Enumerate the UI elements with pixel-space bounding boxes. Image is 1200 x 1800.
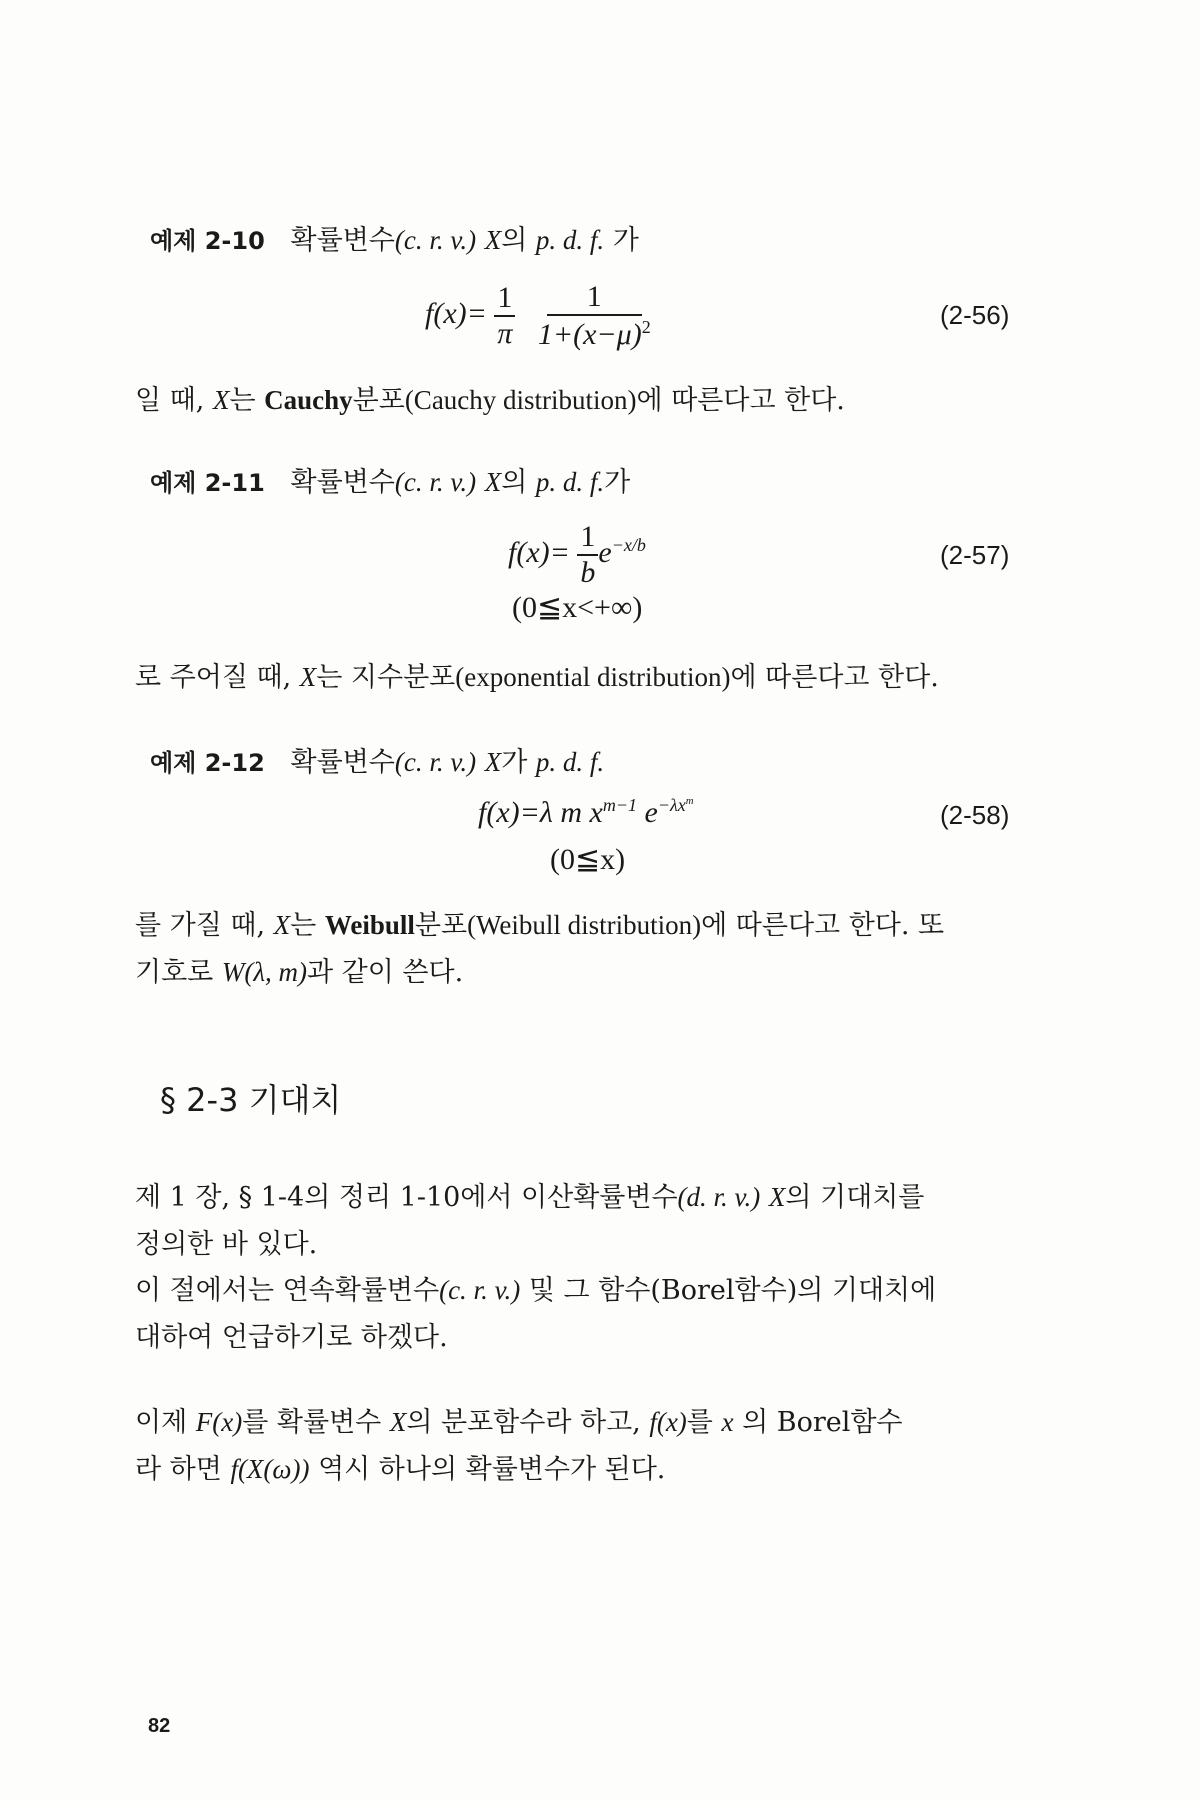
text: 확률변수 xyxy=(290,747,395,778)
variable: X xyxy=(484,467,502,497)
notation: W(λ, m) xyxy=(221,957,308,987)
paragraph-1-line-1 xyxy=(135,1175,924,1214)
notation: f(x) xyxy=(649,1407,687,1437)
example-2-11-tail xyxy=(135,655,939,694)
bold-term: Weibull xyxy=(324,910,415,940)
text: 는 xyxy=(229,385,256,416)
exponent: −x/b xyxy=(611,534,646,555)
variable: X xyxy=(273,910,291,940)
example-2-12-tail-line2 xyxy=(135,950,463,989)
equation-2-56 xyxy=(425,282,651,350)
abbrev: p. d. f. xyxy=(535,747,605,777)
eq-lhs: f(x)= xyxy=(425,296,487,330)
domain-condition: (0≦x) xyxy=(550,843,626,876)
text: 의 기대치를 xyxy=(785,1182,925,1213)
example-label: 예제 2-10 xyxy=(150,227,265,255)
text: 의 xyxy=(501,225,528,256)
example-2-10-heading xyxy=(150,218,639,257)
text: 분포 xyxy=(414,910,468,941)
equation-2-58 xyxy=(478,795,694,830)
text: 의 분포함수라 하고, xyxy=(406,1407,641,1438)
paragraph-1-line-2: 정의한 바 있다. xyxy=(135,1229,318,1260)
text: 과 같이 쓴다. xyxy=(307,957,464,988)
abbrev: p. d. f. xyxy=(535,467,605,497)
text: 확률변수 xyxy=(290,225,395,256)
fraction xyxy=(538,282,651,350)
numerator: 1 xyxy=(547,282,642,316)
example-2-12-tail-line1 xyxy=(135,903,944,942)
variable: X xyxy=(768,1182,786,1212)
numerator: 1 xyxy=(494,283,515,317)
abbrev: (c. r. v.) xyxy=(394,467,477,497)
text: 의 Borel함수 xyxy=(742,1407,903,1438)
text: 는 xyxy=(290,910,317,941)
text: 에 따른다고 한다. xyxy=(636,385,845,416)
text: 에 따른다고 한다. 또 xyxy=(701,910,945,941)
notation: F(x) xyxy=(195,1407,243,1437)
text: 에 따른다고 한다. xyxy=(730,662,939,693)
text: 는 지수분포 xyxy=(316,662,456,693)
eq-lhs: f(x)=λ m x xyxy=(478,796,603,829)
english-term: (exponential distribution) xyxy=(455,662,731,692)
equation-2-57 xyxy=(508,522,646,588)
text: 를 xyxy=(686,1407,713,1438)
example-2-10-tail xyxy=(135,378,845,417)
text: 의 xyxy=(501,467,528,498)
text: 가 xyxy=(604,467,631,498)
equation-number: (2-56) xyxy=(940,300,1010,330)
denominator: b xyxy=(580,556,596,589)
fraction xyxy=(494,283,515,349)
text: 및 그 함수(Borel함수)의 기대치에 xyxy=(528,1275,937,1306)
den-text: 1+(x−μ) xyxy=(537,318,642,351)
english-term: (Cauchy distribution) xyxy=(404,385,637,415)
variable: X xyxy=(212,385,230,415)
example-2-12-heading xyxy=(150,740,604,779)
section-heading: § 2-3 기대치 xyxy=(160,1081,342,1119)
example-label: 예제 2-12 xyxy=(150,749,265,777)
bold-term: Cauchy xyxy=(264,385,353,415)
text: 이제 xyxy=(135,1407,188,1438)
variable: x xyxy=(721,1407,734,1437)
notation: f(X(ω)) xyxy=(230,1454,310,1484)
paragraph-2-line-2 xyxy=(135,1447,665,1486)
paragraph-1-line-4: 대하여 언급하기로 하겠다. xyxy=(135,1322,448,1353)
exponent-text: −λx xyxy=(657,795,686,815)
exp-base: e xyxy=(598,535,612,569)
text: 기호로 xyxy=(135,957,214,988)
paragraph-2-line-1 xyxy=(135,1400,903,1439)
variable: X xyxy=(484,225,502,255)
example-2-11-heading xyxy=(150,460,630,499)
text: 를 가질 때, xyxy=(135,910,266,941)
abbrev: (c. r. v.) xyxy=(439,1275,521,1305)
equation-number: (2-57) xyxy=(940,540,1010,570)
text: 이 절에서는 연속확률변수 xyxy=(135,1275,440,1306)
variable: X xyxy=(389,1407,407,1437)
domain-condition: (0≦x<+∞) xyxy=(512,591,643,624)
text: 가 xyxy=(501,747,528,778)
abbrev: p. d. f. xyxy=(535,225,605,255)
variable: X xyxy=(299,662,317,692)
abbrev: (c. r. v.) xyxy=(394,225,477,255)
text: 로 주어질 때, xyxy=(135,662,292,693)
text: 분포 xyxy=(352,385,405,416)
exponent-power: m xyxy=(685,795,694,807)
denominator: π xyxy=(497,317,513,350)
denominator xyxy=(538,316,651,350)
abbrev: (d. r. v.) xyxy=(677,1182,761,1212)
exponent xyxy=(658,795,694,815)
text: 가 xyxy=(612,225,639,256)
text: 를 확률변수 xyxy=(242,1407,382,1438)
text: 일 때, xyxy=(135,385,205,416)
text: 역시 하나의 확률변수가 된다. xyxy=(318,1454,666,1485)
text: 라 하면 xyxy=(135,1454,222,1485)
equation-number: (2-58) xyxy=(940,800,1010,830)
eq-lhs: f(x)= xyxy=(508,535,570,569)
exponent: m−1 xyxy=(602,795,638,815)
numerator: 1 xyxy=(577,522,598,556)
exponent: 2 xyxy=(641,317,651,337)
page-number: 82 xyxy=(148,1715,171,1737)
paragraph-1-line-3 xyxy=(135,1268,936,1307)
text: 제 1 장, § 1-4의 정리 1-10에서 이산확률변수 xyxy=(135,1182,678,1213)
fraction xyxy=(577,522,598,588)
exp-base: e xyxy=(637,796,658,829)
text: 확률변수 xyxy=(290,467,395,498)
abbrev: (c. r. v.) xyxy=(394,747,477,777)
english-term: (Weibull distribution) xyxy=(467,910,702,940)
variable: X xyxy=(484,747,502,777)
example-label: 예제 2-11 xyxy=(150,469,265,497)
